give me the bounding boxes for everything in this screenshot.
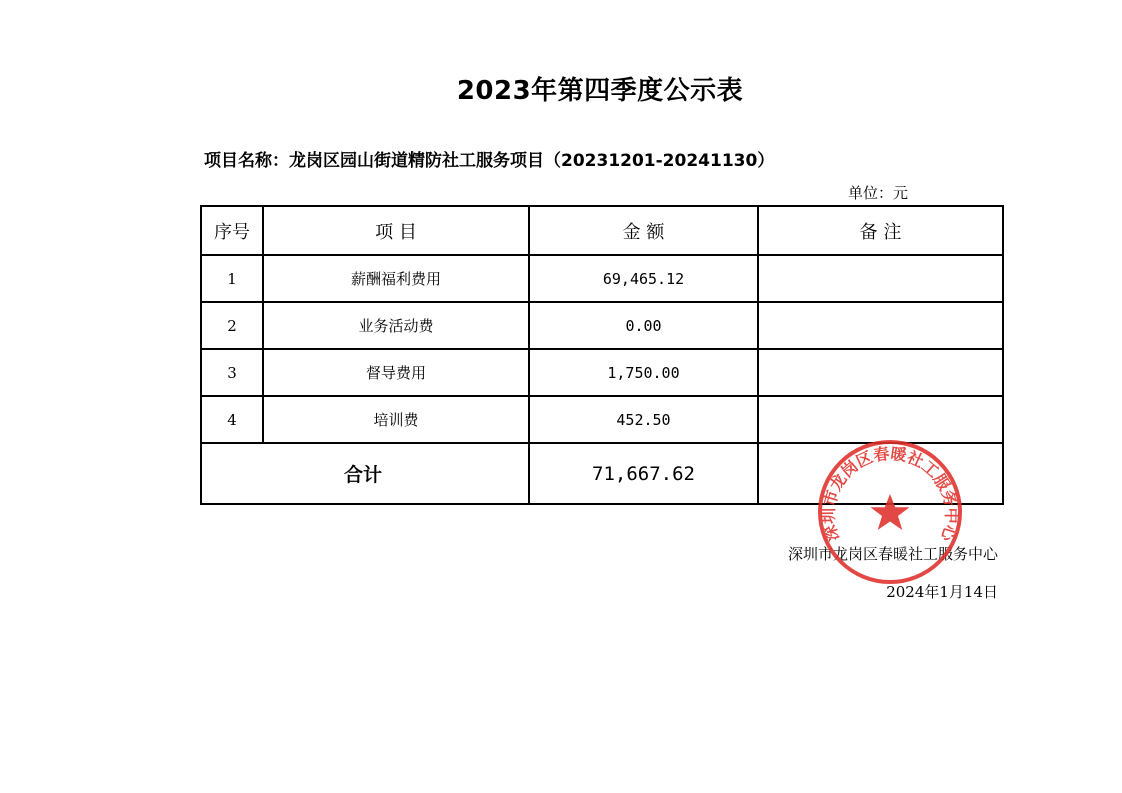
row-index: 2 [201,302,263,349]
table-row [201,396,1003,443]
project-name-label: 项目名称： [204,151,289,171]
row-item: 业务活动费 [263,302,529,349]
row-item: 督导费用 [263,349,529,396]
row-remark [758,302,1003,349]
row-index: 1 [201,255,263,302]
row-index: 4 [201,396,263,443]
row-amount: 452.50 [529,396,758,443]
row-amount: 69,465.12 [529,255,758,302]
project-name-line [204,146,774,171]
table-row [201,302,1003,349]
row-remark [758,396,1003,443]
project-name-value: 龙岗区园山街道精防社工服务项目（20231201-20241130） [289,151,775,171]
total-row [201,443,1003,504]
table-row [201,255,1003,302]
organization-name: 深圳市龙岗区春暖社工服务中心 [787,545,998,563]
row-remark [758,349,1003,396]
row-index: 3 [201,349,263,396]
issue-date: 2024年1月14日 [886,583,998,601]
row-amount: 1,750.00 [529,349,758,396]
table-row [201,349,1003,396]
header-index: 序号 [201,206,263,255]
row-amount: 0.00 [529,302,758,349]
total-remark [758,443,1003,504]
expense-table [200,205,1004,505]
unit-label: 单位：元 [848,184,909,202]
total-label: 合计 [201,443,529,504]
header-remark: 备 注 [758,206,1003,255]
row-item: 薪酬福利费用 [263,255,529,302]
table-header-row [201,206,1003,255]
row-item: 培训费 [263,396,529,443]
seal-text-path: 深圳市龙岗区春暖社工服务中心 [818,443,962,544]
row-remark [758,255,1003,302]
page-title: 2023年第四季度公示表 [456,76,744,106]
header-amount: 金 额 [529,206,758,255]
total-amount: 71,667.62 [529,443,758,504]
header-item: 项 目 [263,206,529,255]
